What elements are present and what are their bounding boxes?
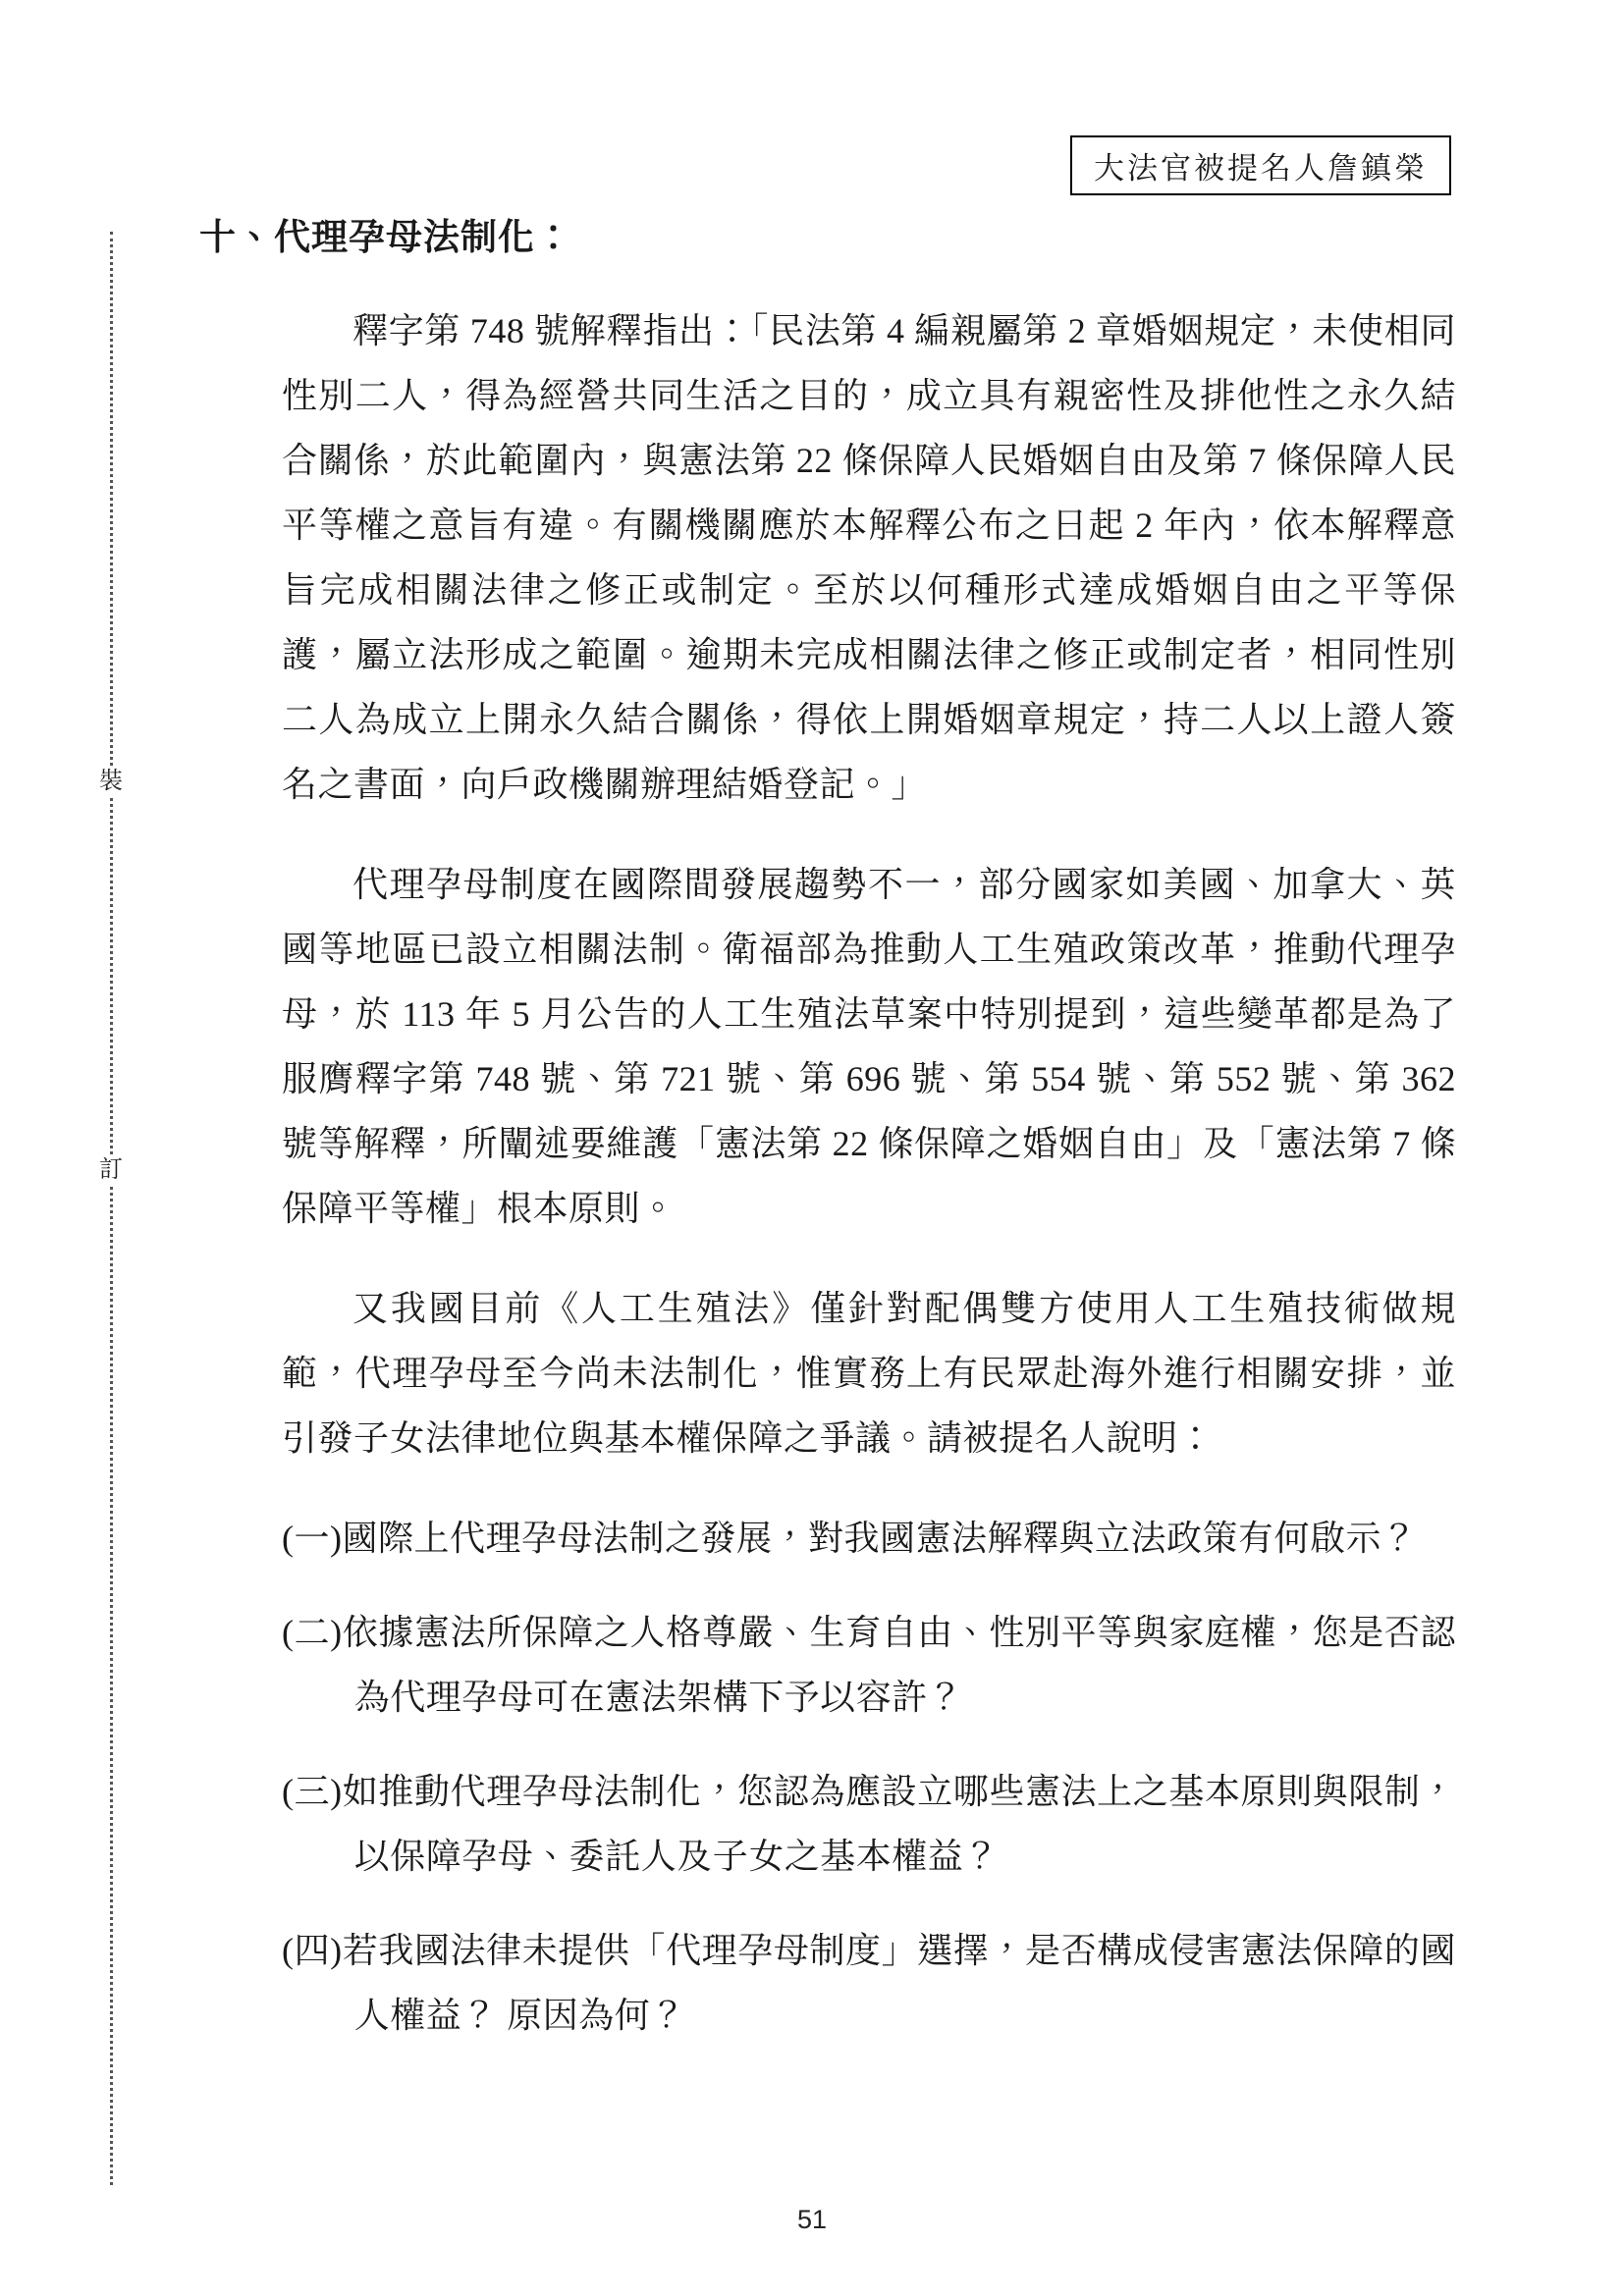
paragraph-current-law: 又我國目前《人工生殖法》僅針對配偶雙方使用人工生殖技術做規範，代理孕母至今尚未法制化，惟實務上有民眾赴海外進行相關安排，並引發子女法律地位與基本權保障之爭議。請被提名人說明：	[282, 1289, 1456, 1458]
nominee-header-box: 大法官被提名人詹鎮榮	[1070, 135, 1451, 195]
paragraph-interpretation-748: 釋字第 748 號解釋指出：「民法第 4 編親屬第 2 章婚姻規定，未使相同性別二人，得為經營共同生活之目的，成立具有親密性及排他性之永久結合關係，於此範圍內，與憲法第 22 條保障人民婚姻自由及第 7 條保障人民平等權之意旨有違。有關機關應於本解釋公布之日起 2 年內，依本解釋意旨完成相關法律之修正或制定。至於以何種形式達成婚姻自由之平等保護，屬立法形成之範圍。逾期未完成相關法律之修正或制定者，相同性別二人為成立上開永久結合關係，得依上開婚姻章規定，持二人以上證人簽名之書面，向戶政機關辦理結婚登記。」	[282, 311, 1456, 804]
question-item-4: (四)若我國法律未提供「代理孕母制度」選擇，是否構成侵害憲法保障的國人權益？ 原因為何？	[282, 1931, 1456, 2035]
main-text-column	[199, 206, 1456, 2077]
page-number: 51	[796, 2205, 828, 2234]
question-item-1: (一)國際上代理孕母法制之發展，對我國憲法解釋與立法政策有何啟示？	[282, 1519, 1418, 1558]
question-item-3: (三)如推動代理孕母法制化，您認為應設立哪些憲法上之基本原則與限制，以保障孕母、委託人及子女之基本權益？	[282, 1772, 1456, 1876]
binding-mark-zhuang: 裝	[95, 768, 127, 796]
question-item-2: (二)依據憲法所保障之人格尊嚴、生育自由、性別平等與家庭權，您是否認為代理孕母可在憲法架構下予以容許？	[282, 1613, 1456, 1717]
binding-dotted-line	[110, 232, 113, 2185]
section-heading: 十、代理孕母法制化：	[199, 218, 572, 258]
binding-mark-ding: 訂	[95, 1156, 127, 1185]
paragraph-international-trends: 代理孕母制度在國際間發展趨勢不一，部分國家如美國、加拿大、英國等地區已設立相關法制。衛福部為推動人工生殖政策改革，推動代理孕母，於 113 年 5 月公告的人工生殖法草案中特別提到，這些變革都是為了服膺釋字第 748 號、第 721 號、第 696 號、第 554 號、第 552 號、第 362 號等解釋，所闡述要維護「憲法第 22 條保障之婚姻自由」及「憲法第 7 條保障平等權」根本原則。	[282, 865, 1456, 1228]
